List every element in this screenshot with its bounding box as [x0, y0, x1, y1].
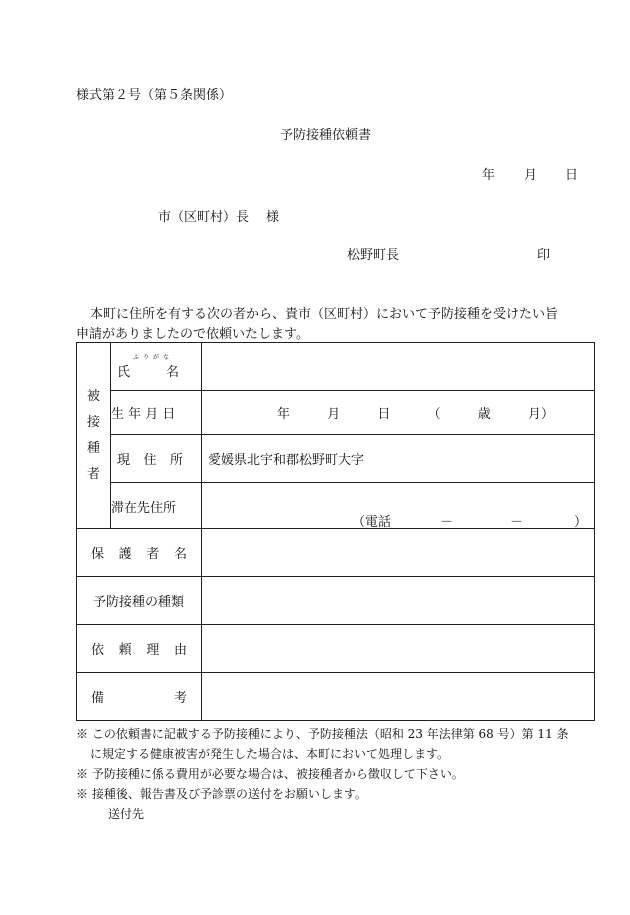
guardian-label: 保 護 者 名: [77, 529, 202, 577]
vaccinee-group-label: 被 接 種 者: [77, 343, 111, 529]
address-row: [77, 435, 595, 483]
birthdate-field[interactable]: 年 月 日 （ 歳 月）: [202, 391, 595, 435]
furigana-label: ふりがな: [133, 354, 174, 361]
stay-address-field[interactable]: [202, 483, 595, 529]
form-number: 様式第２号（第５条関係）: [76, 88, 233, 103]
send-to-label: 送付先: [108, 807, 145, 821]
phone-dash-1: －: [440, 515, 454, 530]
remarks-field[interactable]: [202, 673, 595, 721]
reason-label: 依 頼 理 由: [77, 625, 202, 673]
remarks-row: [77, 673, 595, 721]
remarks-label: 備 考: [77, 673, 202, 721]
name-row: [77, 343, 595, 391]
note-2: ※ 予防接種に係る費用が必要な場合は、被接種者から徴収して下さい。: [76, 767, 464, 781]
addressee-label: 市（区町村）長: [158, 210, 250, 225]
vaccine-type-field[interactable]: [202, 577, 595, 625]
note-1-line-2: に規定する健康被害が発生した場合は、本町において処理します。: [90, 747, 450, 761]
name-field[interactable]: [202, 343, 595, 391]
birthdate-row: [77, 391, 595, 435]
vaccine-type-row: [77, 577, 595, 625]
phone-close-paren: ）: [574, 515, 588, 530]
birthdate-label: 生 年 月 日: [111, 391, 202, 435]
request-form-table: [76, 342, 595, 721]
intro-text-line-1: 本町に住所を有する次の者から、貴市（区町村）において予防接種を受けたい旨: [90, 307, 559, 322]
addressee-honorific: 様: [266, 210, 280, 225]
address-label: 現 住 所: [111, 435, 202, 483]
vaccine-type-label: 予防接種の種類: [77, 577, 202, 625]
document-title: 予防接種依頼書: [280, 128, 372, 143]
intro-text-line-2: 申請がありましたので依頼いたします。: [76, 327, 309, 342]
stay-address-label: 滞在先住所: [111, 483, 202, 529]
date-day-label: 日: [565, 168, 579, 183]
reason-row: [77, 625, 595, 673]
stay-address-row: [77, 483, 595, 529]
phone-label: （電話: [352, 515, 392, 530]
note-3: ※ 接種後、報告書及び予診票の送付をお願いします。: [76, 787, 367, 801]
name-label-cell: ふりがな 氏 名: [111, 343, 202, 391]
seal-mark: 印: [537, 248, 551, 263]
sender-name: 松野町長: [347, 248, 400, 263]
note-1-line-1: ※ この依頼書に記載する予防接種により、予防接種法（昭和 23 年法律第 68 号）第 11 条: [76, 727, 569, 741]
guardian-field[interactable]: [202, 529, 595, 577]
phone-dash-2: －: [510, 515, 524, 530]
reason-field[interactable]: [202, 625, 595, 673]
date-month-label: 月: [524, 168, 538, 183]
address-field[interactable]: 愛媛県北宇和郡松野町大字: [202, 435, 595, 483]
guardian-row: [77, 529, 595, 577]
date-year-label: 年: [482, 168, 496, 183]
